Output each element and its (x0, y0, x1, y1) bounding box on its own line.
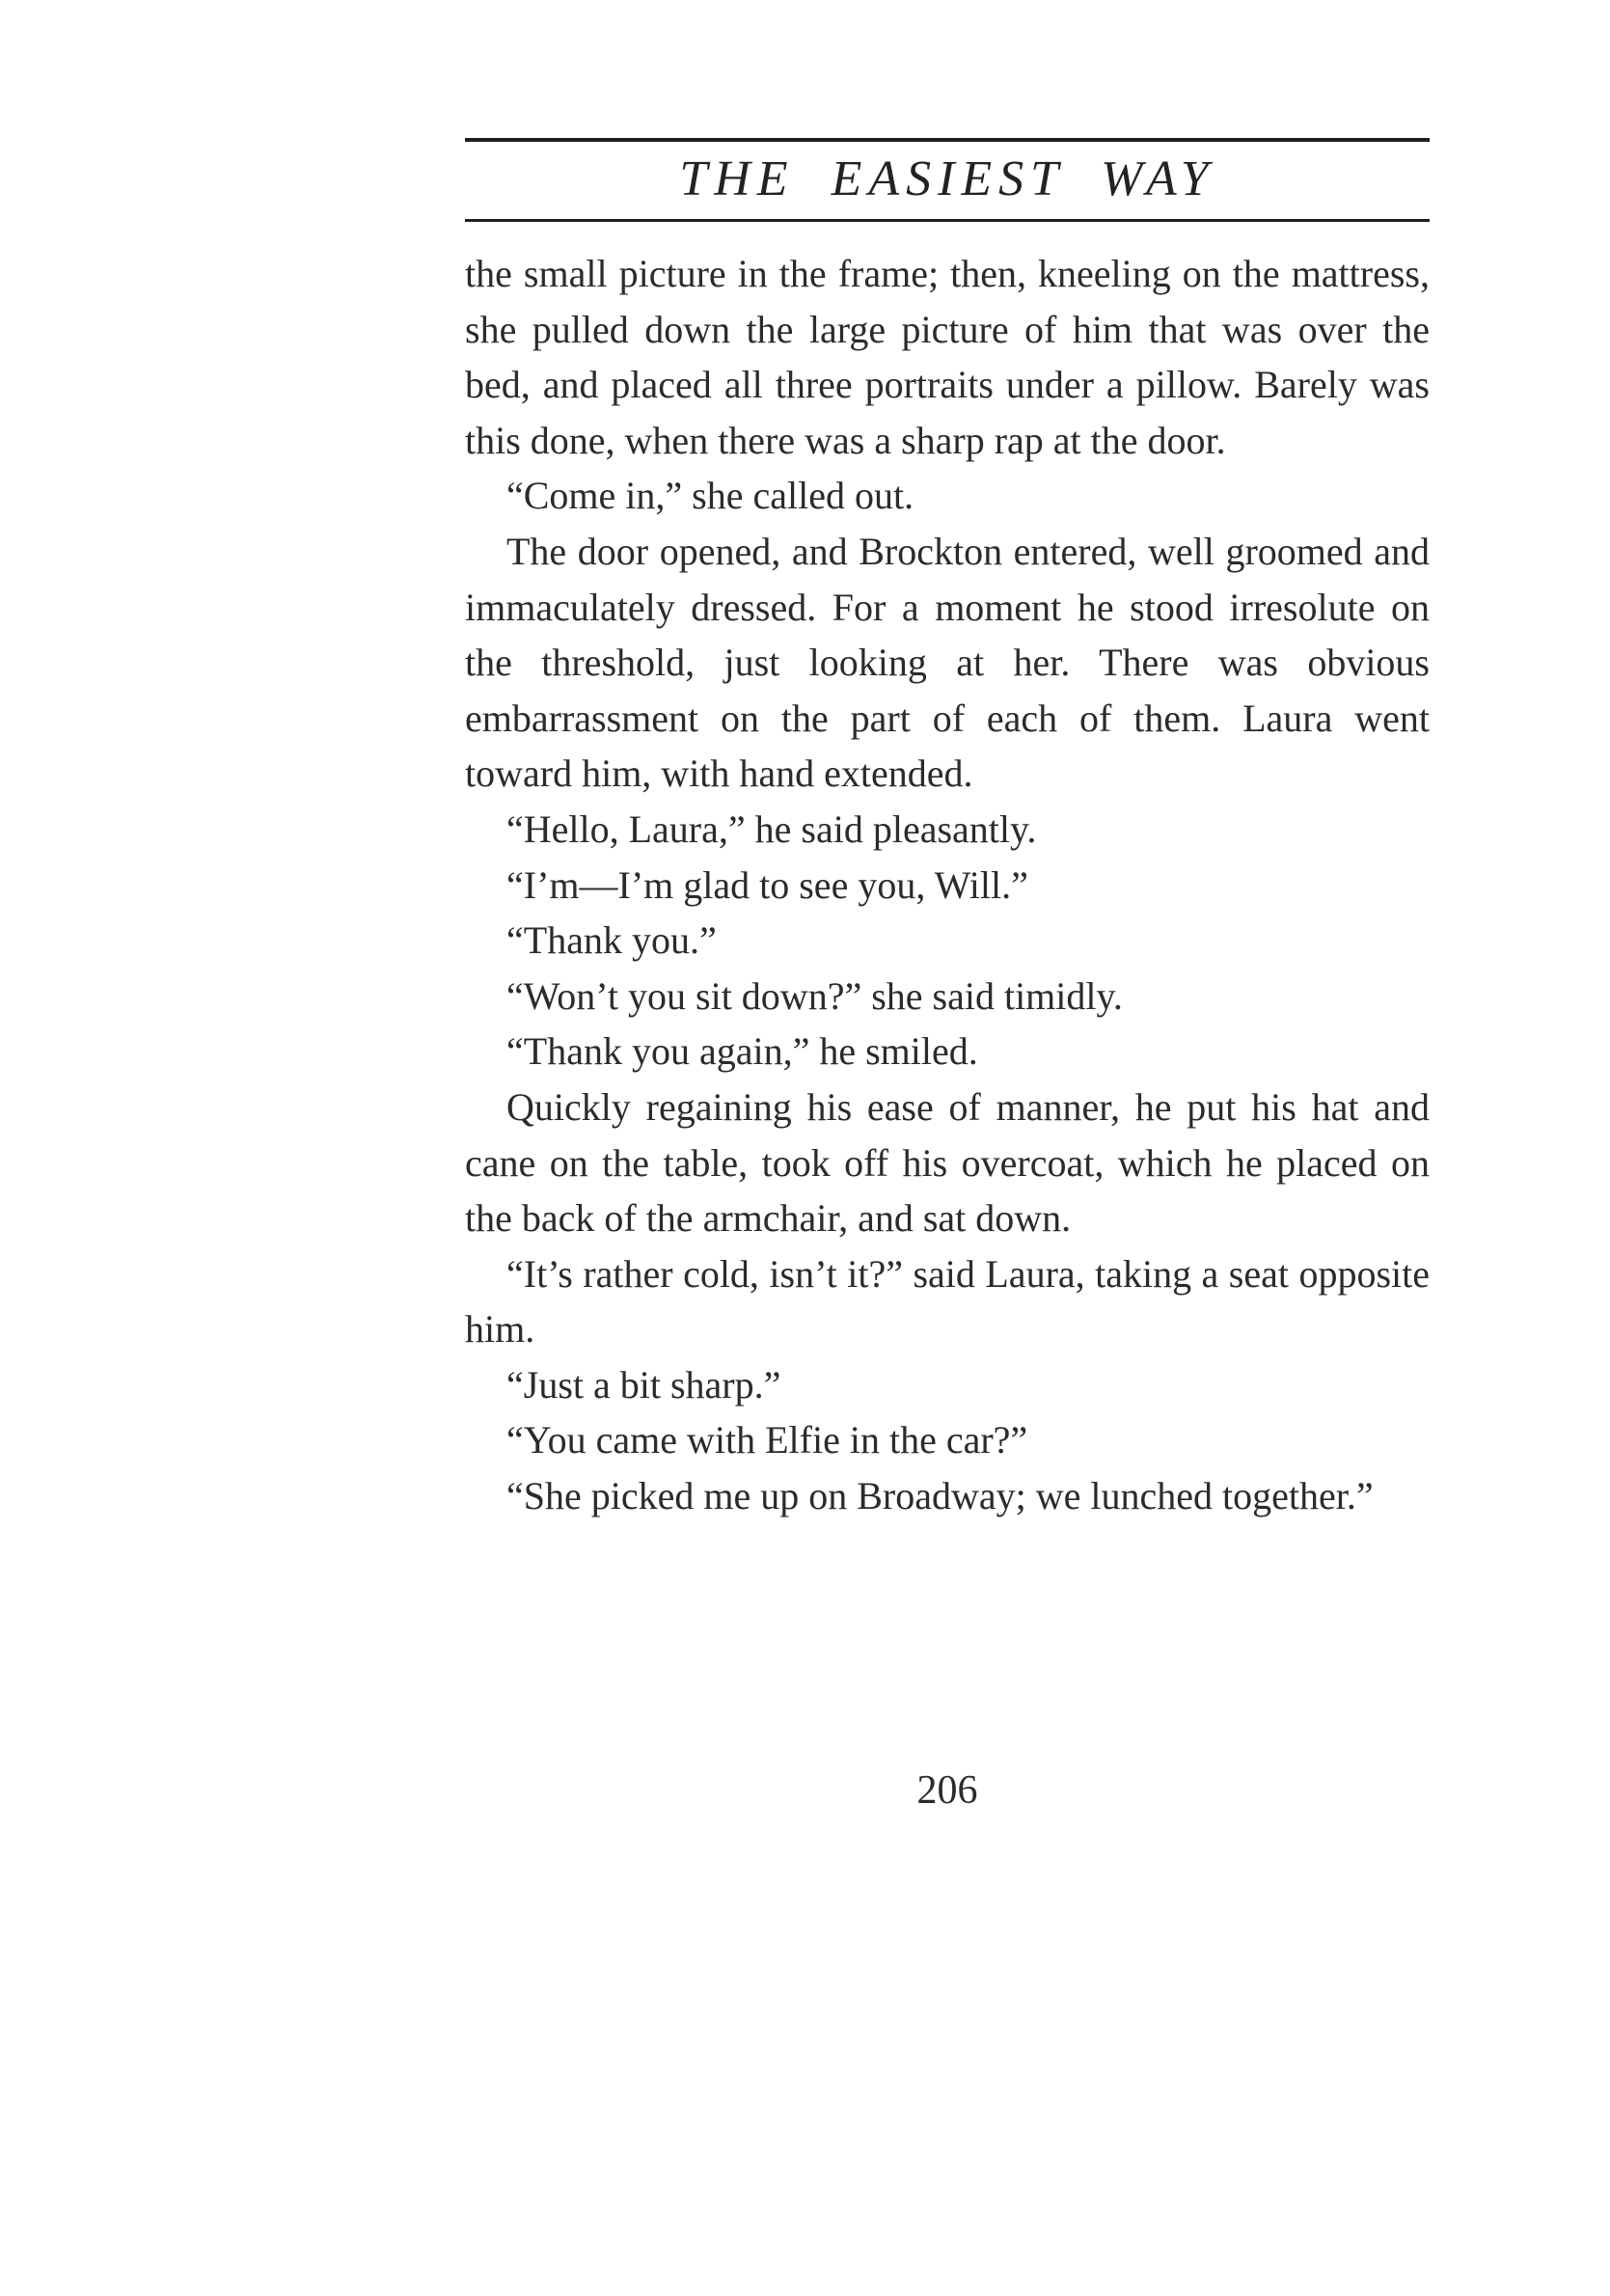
page-number: 206 (916, 1768, 978, 1813)
header-rule-bottom (465, 219, 1430, 222)
paragraph: “Won’t you sit down?” she said timidly. (506, 973, 1123, 1018)
header-rule-top (465, 138, 1430, 142)
paragraph: the small picture in the frame; then, kneeling on the mattress, she pulled down the large picture of him that was over the bed, and placed all three portraits under a pillow. Barely was this done, when there was a sharp rap at the door. (465, 252, 1430, 462)
paragraph: “Thank you again,” he smiled. (506, 1029, 978, 1074)
paragraph: “Thank you.” (506, 918, 717, 963)
paragraph: “Just a bit sharp.” (506, 1362, 781, 1407)
paragraph: “Come in,” she called out. (506, 474, 914, 518)
paragraph: “You came with Elfie in the car?” (506, 1418, 1028, 1462)
paragraph: “I’m—I’m glad to see you, Will.” (506, 862, 1028, 907)
paragraph: The door opened, and Brockton entered, well groomed and immaculately dressed. For a moment he stood irresolute on the threshold, just looking at her. There was obvious embarrassment on the part of each of them. Laura went toward him, with hand extended. (465, 529, 1430, 796)
paragraph: “She picked me up on Broadway; we lunched together.” (506, 1474, 1374, 1518)
body-text (465, 246, 1430, 1524)
running-head: THE EASIEST WAY (679, 151, 1215, 206)
paragraph: Quickly regaining his ease of manner, he put his hat and cane on the table, took off his overcoat, which he placed on the back of the armchair, and sat down. (465, 1084, 1430, 1241)
paragraph: “It’s rather cold, isn’t it?” said Laura, taking a seat opposite him. (465, 1251, 1430, 1352)
paragraph: “Hello, Laura,” he said pleasantly. (506, 806, 1037, 851)
